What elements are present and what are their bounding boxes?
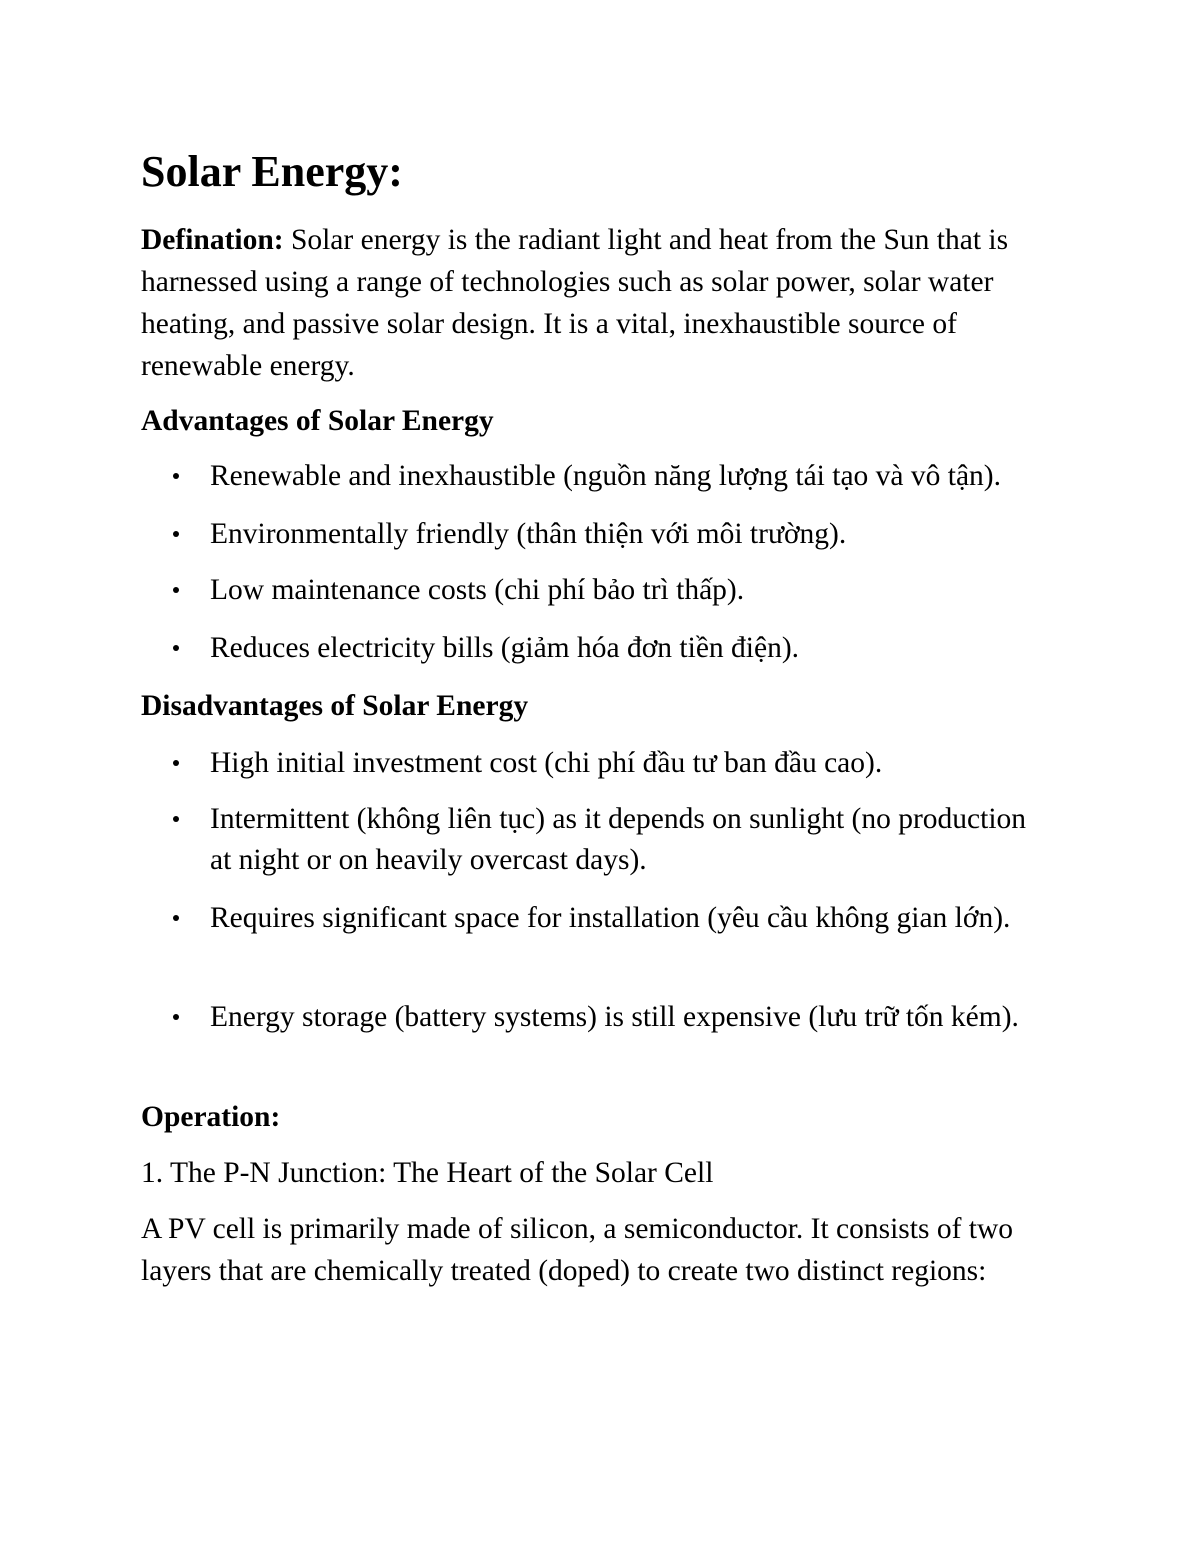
operation-heading: Operation: <box>141 1101 281 1133</box>
list-item <box>141 997 1041 1038</box>
list-item <box>141 628 1041 669</box>
list-item-text: Renewable and inexhaustible (nguồn năng lượng tái tạo và vô tận). <box>210 460 1001 492</box>
list-item <box>141 570 1041 611</box>
list-item <box>141 456 1041 497</box>
advantages-heading: Advantages of Solar Energy <box>141 405 494 437</box>
bullet-icon <box>173 531 179 537</box>
list-item <box>141 743 1041 784</box>
list-item-text: Low maintenance costs (chi phí bảo trì thấp). <box>210 574 745 606</box>
definition-paragraph <box>141 219 1066 387</box>
list-item-text: Requires significant space for installation (yêu cầu không gian lớn). <box>210 902 1011 934</box>
bullet-icon <box>173 760 179 766</box>
definition-label: Defination: <box>141 224 284 256</box>
bullet-icon <box>173 587 179 593</box>
list-item <box>141 898 1041 939</box>
list-item-text: Energy storage (battery systems) is still expensive (lưu trữ tốn kém). <box>210 1001 1019 1033</box>
bullet-icon <box>173 816 179 822</box>
list-item-text: Intermittent (không liên tục) as it depends on sunlight (no production at night or on heavily overcast days). <box>210 803 1027 876</box>
disadvantages-heading: Disadvantages of Solar Energy <box>141 690 529 722</box>
definition-text: Solar energy is the radiant light and heat from the Sun that is harnessed using a range of technologies such as solar power, solar water heating, and passive solar design. It is a vital, inexhaustible source of renewable energy. <box>141 224 1009 382</box>
bullet-icon <box>173 1014 179 1020</box>
list-item <box>141 799 1041 881</box>
document-title: Solar Energy: <box>141 147 403 196</box>
list-item-text: Environmentally friendly (thân thiện với môi trường). <box>210 518 847 550</box>
list-item-text: Reduces electricity bills (giảm hóa đơn tiền điện). <box>210 632 800 664</box>
list-item-text: High initial investment cost (chi phí đầu tư ban đầu cao). <box>210 747 883 779</box>
bullet-icon <box>173 473 179 479</box>
list-item <box>141 514 1041 555</box>
bullet-icon <box>173 915 179 921</box>
operation-paragraph: A PV cell is primarily made of silicon, a semiconductor. It consists of two layers that are chemically treated (doped) to create two distinct regions: <box>141 1213 1014 1287</box>
operation-subheading: 1. The P-N Junction: The Heart of the Solar Cell <box>141 1157 714 1189</box>
bullet-icon <box>173 645 179 651</box>
